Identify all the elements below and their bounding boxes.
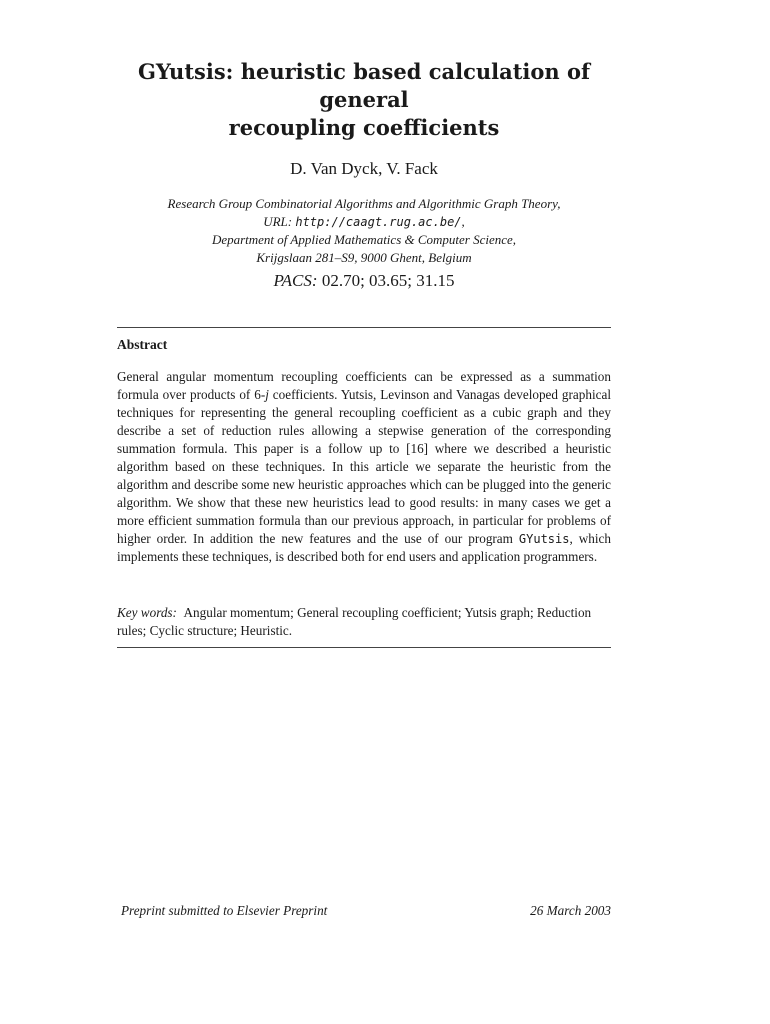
abstract-text-3: , which implements these techniques, is described both for end users and application programmers.: [117, 531, 611, 564]
keywords: [117, 604, 611, 640]
abstract-heading: Abstract: [117, 337, 168, 352]
title-line-1: GYutsis: heuristic based calculation of general: [137, 59, 591, 112]
title-line-2: recoupling coefficients: [228, 115, 500, 140]
abstract-text-1: General angular momentum recoupling coefficients can be expressed as a summation formula over products of 6-: [117, 369, 611, 402]
author-list: D. Van Dyck, V. Fack: [290, 159, 438, 178]
url-link[interactable]: http://caagt.rug.ac.be/: [295, 215, 462, 229]
pacs-line: [117, 271, 611, 291]
abstract-j-symbol: j: [265, 387, 269, 402]
abstract-body: [117, 368, 611, 566]
address: Krijgslaan 281–S9, 9000 Ghent, Belgium: [256, 250, 472, 265]
program-name: GYutsis: [518, 532, 570, 546]
url-line: [117, 213, 611, 231]
preprint-date: 26 March 2003: [530, 903, 611, 918]
department: Department of Applied Mathematics & Computer Science,: [211, 232, 517, 247]
pacs-label: PACS:: [273, 271, 318, 290]
keywords-text: Angular momentum; General recoupling coefficient; Yutsis graph; Reduction rules; Cyclic structure; Heuristic.: [117, 605, 592, 638]
top-divider: [117, 327, 611, 328]
paper-title: [117, 58, 611, 142]
preprint-note: Preprint submitted to Elsevier Preprint: [121, 903, 328, 918]
url-label: URL:: [263, 214, 293, 229]
url-suffix: ,: [461, 214, 465, 229]
research-group: Research Group Combinatorial Algorithms and Algorithmic Graph Theory,: [167, 196, 561, 211]
abstract-text-2: coefficients. Yutsis, Levinson and Vanagas developed graphical techniques for representing the general recoupling coefficient as a cubic graph and they describe a set of reduction rules allowing a stepwise generation of the corresponding summation formula. This paper is a follow up to [16] where we described a heuristic algorithm based on these techniques. In this article we separate the heuristic from the algorithm and describe some new heuristic approaches which can be plugged into the generic algorithm. We show that these new heuristics lead to good results: in many cases we get a more efficient summation formula than our previous approach, in particular for problems of higher order. In addition the new features and the use of our program: [117, 387, 611, 546]
pacs-codes: 02.70; 03.65; 31.15: [321, 271, 455, 290]
affiliation-block: [117, 195, 611, 267]
keywords-label: Key words:: [117, 605, 177, 620]
bottom-divider: [117, 647, 611, 648]
